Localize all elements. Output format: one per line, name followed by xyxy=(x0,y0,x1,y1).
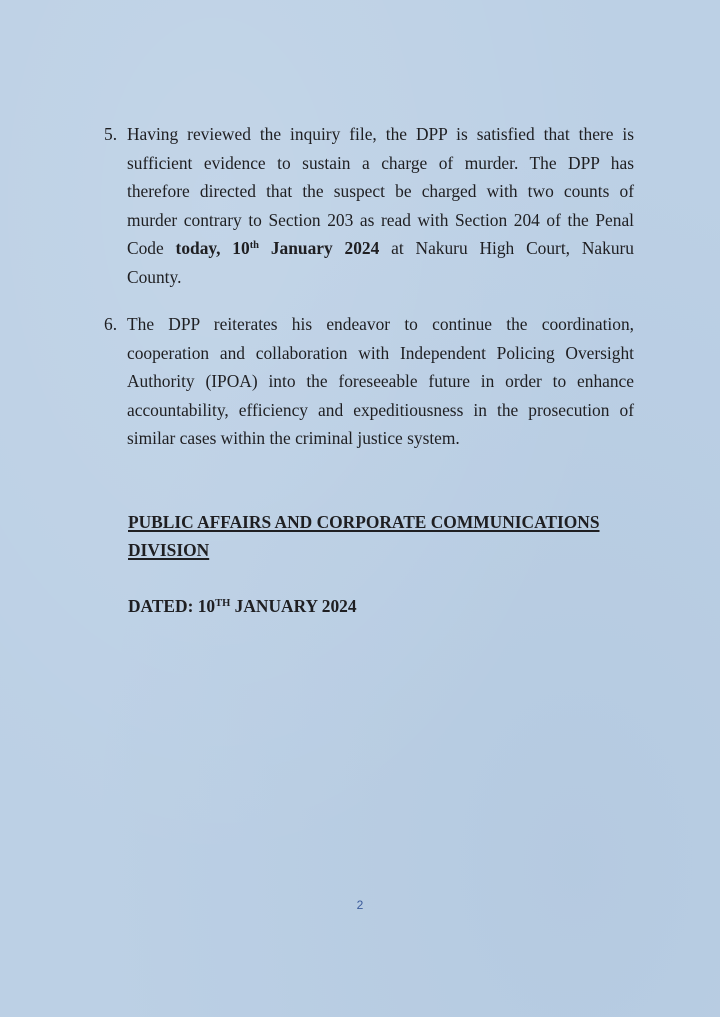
division-heading-line: PUBLIC AFFAIRS AND CORPORATE COMMUNICATIONS xyxy=(128,512,600,532)
paragraph-line: accountability, efficiency and expeditiousness in the prosecution of xyxy=(127,399,634,420)
division-heading-line: DIVISION xyxy=(128,540,210,560)
paragraph-line: similar cases within the criminal justice system. xyxy=(127,428,460,448)
line-text: at Nakuru High Court, Nakuru xyxy=(391,238,634,258)
paragraph-6 xyxy=(104,310,634,453)
superscript-th: th xyxy=(249,240,260,251)
paragraph-line: Authority (IPOA) into the foreseeable future in order to enhance xyxy=(127,371,634,391)
paragraph-line: County. xyxy=(127,266,182,287)
paragraph-line: The DPP reiterates his endeavor to continue the coordination, xyxy=(127,314,634,334)
bold-date xyxy=(176,238,380,258)
paragraph-number: 5. xyxy=(104,124,118,144)
paragraph-line: therefore directed that the suspect be charged with two counts of xyxy=(127,181,634,201)
bold-date-day: today, 10 xyxy=(175,238,250,258)
paragraph-line: cooperation and collaboration with Independent Policing Oversight xyxy=(127,342,634,363)
page-number: 2 xyxy=(356,898,364,912)
paragraph-line xyxy=(127,234,634,263)
paragraph-line: sufficient evidence to sustain a charge of murder. The DPP has xyxy=(127,152,634,173)
superscript-th: TH xyxy=(215,598,231,609)
paragraph-body xyxy=(127,310,634,453)
paragraph-5 xyxy=(104,120,634,291)
paragraph-line: Having reviewed the inquiry file, the DPP is satisfied that there is xyxy=(127,124,634,144)
paragraph-body xyxy=(127,120,634,291)
dated-line xyxy=(128,592,357,620)
division-heading xyxy=(128,508,600,564)
dated-month-year: JANUARY 2024 xyxy=(234,596,357,616)
line-text: Code xyxy=(127,238,164,258)
paragraph-line: murder contrary to Section 203 as read with Section 204 of the Penal xyxy=(127,209,634,230)
dated-label: DATED: 10 xyxy=(128,596,216,616)
bold-date-month-year: January 2024 xyxy=(270,238,380,258)
paragraph-number: 6. xyxy=(104,314,118,334)
